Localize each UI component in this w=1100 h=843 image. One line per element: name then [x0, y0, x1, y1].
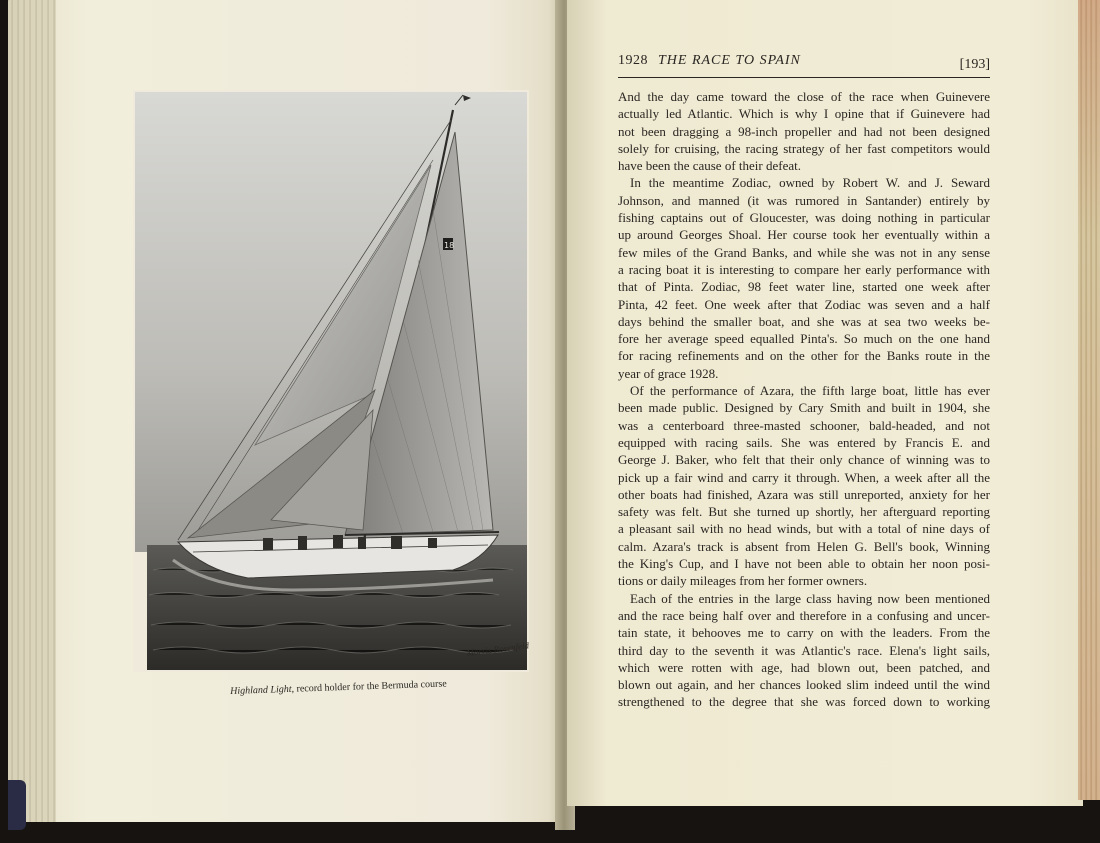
- body-text: [618, 88, 990, 711]
- text-line: safety was felt. But she turned up shortly, her afterguard reporting: [618, 504, 990, 520]
- cover-corner: [8, 780, 26, 830]
- text-line: a pleasant sail with no head winds, but with a total of nine days of: [618, 521, 990, 537]
- text-line: Each of the entries in the large class having now been mentioned: [630, 590, 990, 606]
- text-line: calm. Azara's track is absent from Helen G. Bell's book, Winning: [618, 538, 990, 554]
- header-title: THE RACE TO SPAIN: [658, 53, 801, 68]
- text-line: been made public. Designed by Cary Smith and built in 1904, she: [618, 400, 990, 416]
- text-line: which were rotten with age, had blown out, been patched, and: [618, 659, 990, 675]
- text-line: have been the cause of their defeat.: [618, 158, 801, 174]
- text-line: tions or daily mileages from her former owners.: [618, 573, 868, 589]
- text-line: the King's Cup, and I have not been able to obtain her noon posi-: [618, 556, 990, 572]
- text-line: a racing boat it is interesting to compare her early performance with: [618, 261, 990, 277]
- sailboat-photo: [133, 90, 529, 672]
- caption-text: record holder for the Bermuda course: [293, 678, 447, 695]
- text-line: actually led Atlantic. Which is why I opine that if Guinevere had: [618, 106, 990, 122]
- text-line: Pinta, 42 feet. One week after that Zodiac was seven and a half: [618, 296, 990, 312]
- text-line: George J. Baker, who felt that their only chance of winning was to: [618, 452, 990, 468]
- text-line: other boats had finished, Azara was still unreported, anxiety for her: [618, 486, 990, 502]
- text-line: not been dragging a 98-inch propeller and had not been designed: [618, 123, 990, 139]
- text-line: tain state, it behooves me to carry on with the leaders. From the: [618, 625, 990, 641]
- text-line: and the race being half over and therefore in a confusing and uncer-: [618, 607, 990, 623]
- text-line: days behind the smaller boat, and she was at sea two weeks be-: [618, 313, 990, 329]
- text-line: pick up a fair wind and carry it through. When, a week after all the: [618, 469, 990, 485]
- text-line: that of Pinta. Zodiac, 98 feet water line, started one week after: [618, 279, 990, 295]
- text-line: for racing refinements and on the other for the Banks route in the: [618, 348, 990, 364]
- running-header: [618, 53, 990, 78]
- page-edges-right: [1078, 0, 1100, 800]
- text-line: few miles of the Grand Banks, and while she was not in any sense: [618, 244, 990, 260]
- text-line: third day to the seventh it was Atlantic's race. Elena's light sails,: [618, 642, 990, 658]
- text-line: was a centerboard three-masted schooner, bald-headed, and not: [618, 417, 990, 433]
- text-line: solely for cruising, the racing strategy of her fast competitors would: [618, 140, 990, 156]
- text-line: year of grace 1928.: [618, 365, 719, 381]
- text-line: In the meantime Zodiac, owned by Robert W. and J. Seward: [630, 175, 990, 191]
- text-line: up around Georges Shoal. Her course took her eventually within a: [618, 227, 990, 243]
- caption-boat-name: Highland Light,: [230, 683, 295, 697]
- text-line: equipped with racing sails. She was entered by Francis E. and: [618, 434, 990, 450]
- page-number: [193]: [959, 57, 990, 72]
- text-line: blown out again, and her chances looked slim indeed until the wind: [618, 677, 990, 693]
- sailboat-illustration: [133, 90, 529, 672]
- header-year: 1928: [618, 53, 648, 68]
- page-edges-left: [8, 0, 56, 822]
- sail-number: 18: [444, 241, 455, 250]
- text-line: fishing captains out of Gloucester, was doing nothing in particular: [618, 210, 990, 226]
- text-line: And the day came toward the close of the race when Guinevere: [618, 89, 990, 104]
- text-line: Johnson, and manned (it was rumored in Santander) entirely by: [618, 192, 990, 208]
- text-line: strengthened to the degree that she was forced down to working: [618, 694, 990, 710]
- photo-credit: Morris Rosenfeld: [466, 640, 530, 658]
- text-line: fore her average speed equalled Pinta's. So much on the one hand: [618, 331, 990, 347]
- text-line: Of the performance of Azara, the fifth large boat, little has ever: [630, 383, 990, 399]
